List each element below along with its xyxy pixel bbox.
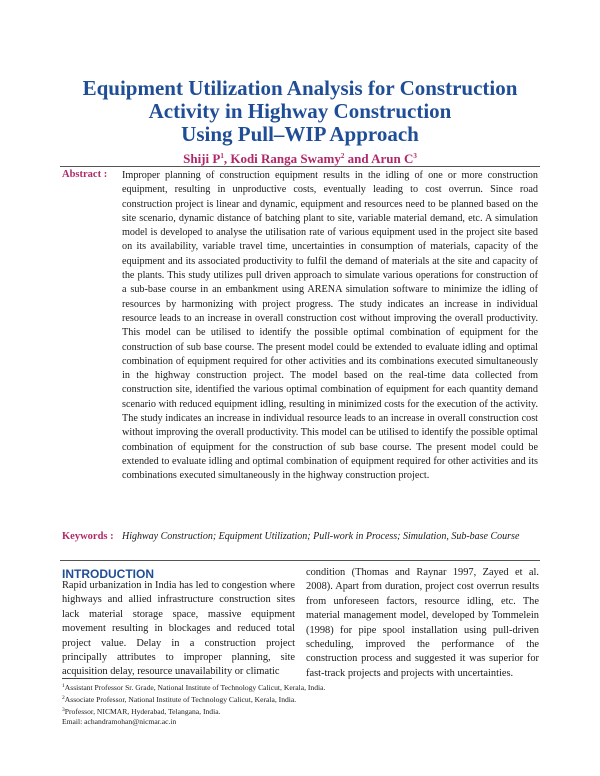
abstract-top-rule: [60, 166, 540, 167]
keywords-label: Keywords :: [62, 531, 114, 542]
title-line-2: Activity in Highway Construction: [148, 99, 452, 123]
abstract-body: Improper planning of construction equipment results in the idling of one or more construction equipment, resulting in unproductive costs, eventually leading to cost overrun. Since road construction project is linear and dynamic, equipment and resources need to be planned based on the site scenario, dynamic distance of batching plant to site, variable material demand, etc. A simulation model is developed to analyse the utilisation rate of various equipment used in the project site based on its availability, variable travel time, uncertainties in consumption of materials, capacity of the equipment and its associated productivity to fulfil the demand of materials at the site and capacity of the plants. This study utilizes pull driven approach to simulate various operations for construction of a sub-base course in an embankment using ARENA simulation software to minimize the idling of resources by harmonizing with project progress. The study indicates an increase in individual resource leads to an increase in overall construction cost without improving the overall productivity. This model can be utilised to identify the possible optimal combination of equipment for the construction of sub base course. The present model could be extended to evaluate idling and optimal combination of equipment required for other activities and its combinations executed simultaneously in the highway construction project. The model based on the real-time data collected from construction site, identified the various optimal combination of equipment for each quantity demand scenario with reduced equipment idling, resulting in minimized costs for the execution of the activity. The study indicates an increase in individual resource leads to an increase in overall construction cost without improving the overall productivity. This model can be utilised to identify the possible optimal combination of equipment for the construction of sub base course. The present model could be extended to evaluate idling and optimal combination of equipment required for other activities and its combinations executed simultaneously in the highway construction project.: [122, 170, 538, 482]
footnote-item: $^2$Associate Professor, National Institute of Technology Calicut, Kerala, India.: [62, 695, 297, 704]
footnotes: [62, 681, 538, 727]
keywords-body: Highway Construction; Equipment Utilization; Pull-work in Process; Simulation, Sub-base Course: [122, 531, 520, 542]
author-3: Arun C: [371, 151, 414, 166]
footnote-item: $^1$Assistant Professor Sr. Grade, National Institute of Technology Calicut, Kerala, India.: [62, 683, 326, 692]
author-separator: ,: [223, 151, 231, 166]
introduction-right-column: condition (Thomas and Raynar 1997, Zayed et al. 2008). Apart from duration, project cost overrun results from unforeseen factors, resource idling, etc. The material management model, developed by Tommelein (1998) for pipe spool installation using pull-driven scheduling, improved the performance of the construction process and suggested it was superior for fast-track projects and projects with uncertainties.: [306, 567, 539, 679]
author-list: [60, 148, 540, 167]
footnote-item: $^3$Professor, NICMAR, Hyderabad, Telangana, India.: [62, 707, 221, 716]
abstract-label: Abstract :: [62, 169, 108, 180]
footnote-rule: [62, 678, 212, 679]
keywords-bottom-rule: [60, 560, 540, 561]
footnote-email: Email: achandramohan@nicmar.ac.in: [62, 717, 177, 726]
paper-title: [60, 77, 540, 146]
author-3-affiliation: 3: [413, 152, 417, 160]
introduction-heading: INTRODUCTION: [62, 567, 154, 581]
author-separator: and: [344, 151, 372, 166]
author-2: Kodi Ranga Swamy: [230, 151, 341, 166]
title-line-1: Equipment Utilization Analysis for Construction: [82, 76, 518, 100]
author-1: Shiji P: [183, 151, 221, 166]
author-2-affiliation: 2: [340, 152, 345, 160]
author-1-affiliation: 1: [220, 152, 224, 160]
introduction-left-column: Rapid urbanization in India has led to congestion where highways and allied infrastructure construction sites lack material storage space, massive equipment movement resulting in blockages and reduced total project value. Delay in a construction project principally attributes to improper planning, site acquisition delay, resource unavailability or climatic: [62, 580, 295, 678]
title-line-3: Using Pull–WIP Approach: [181, 122, 419, 146]
